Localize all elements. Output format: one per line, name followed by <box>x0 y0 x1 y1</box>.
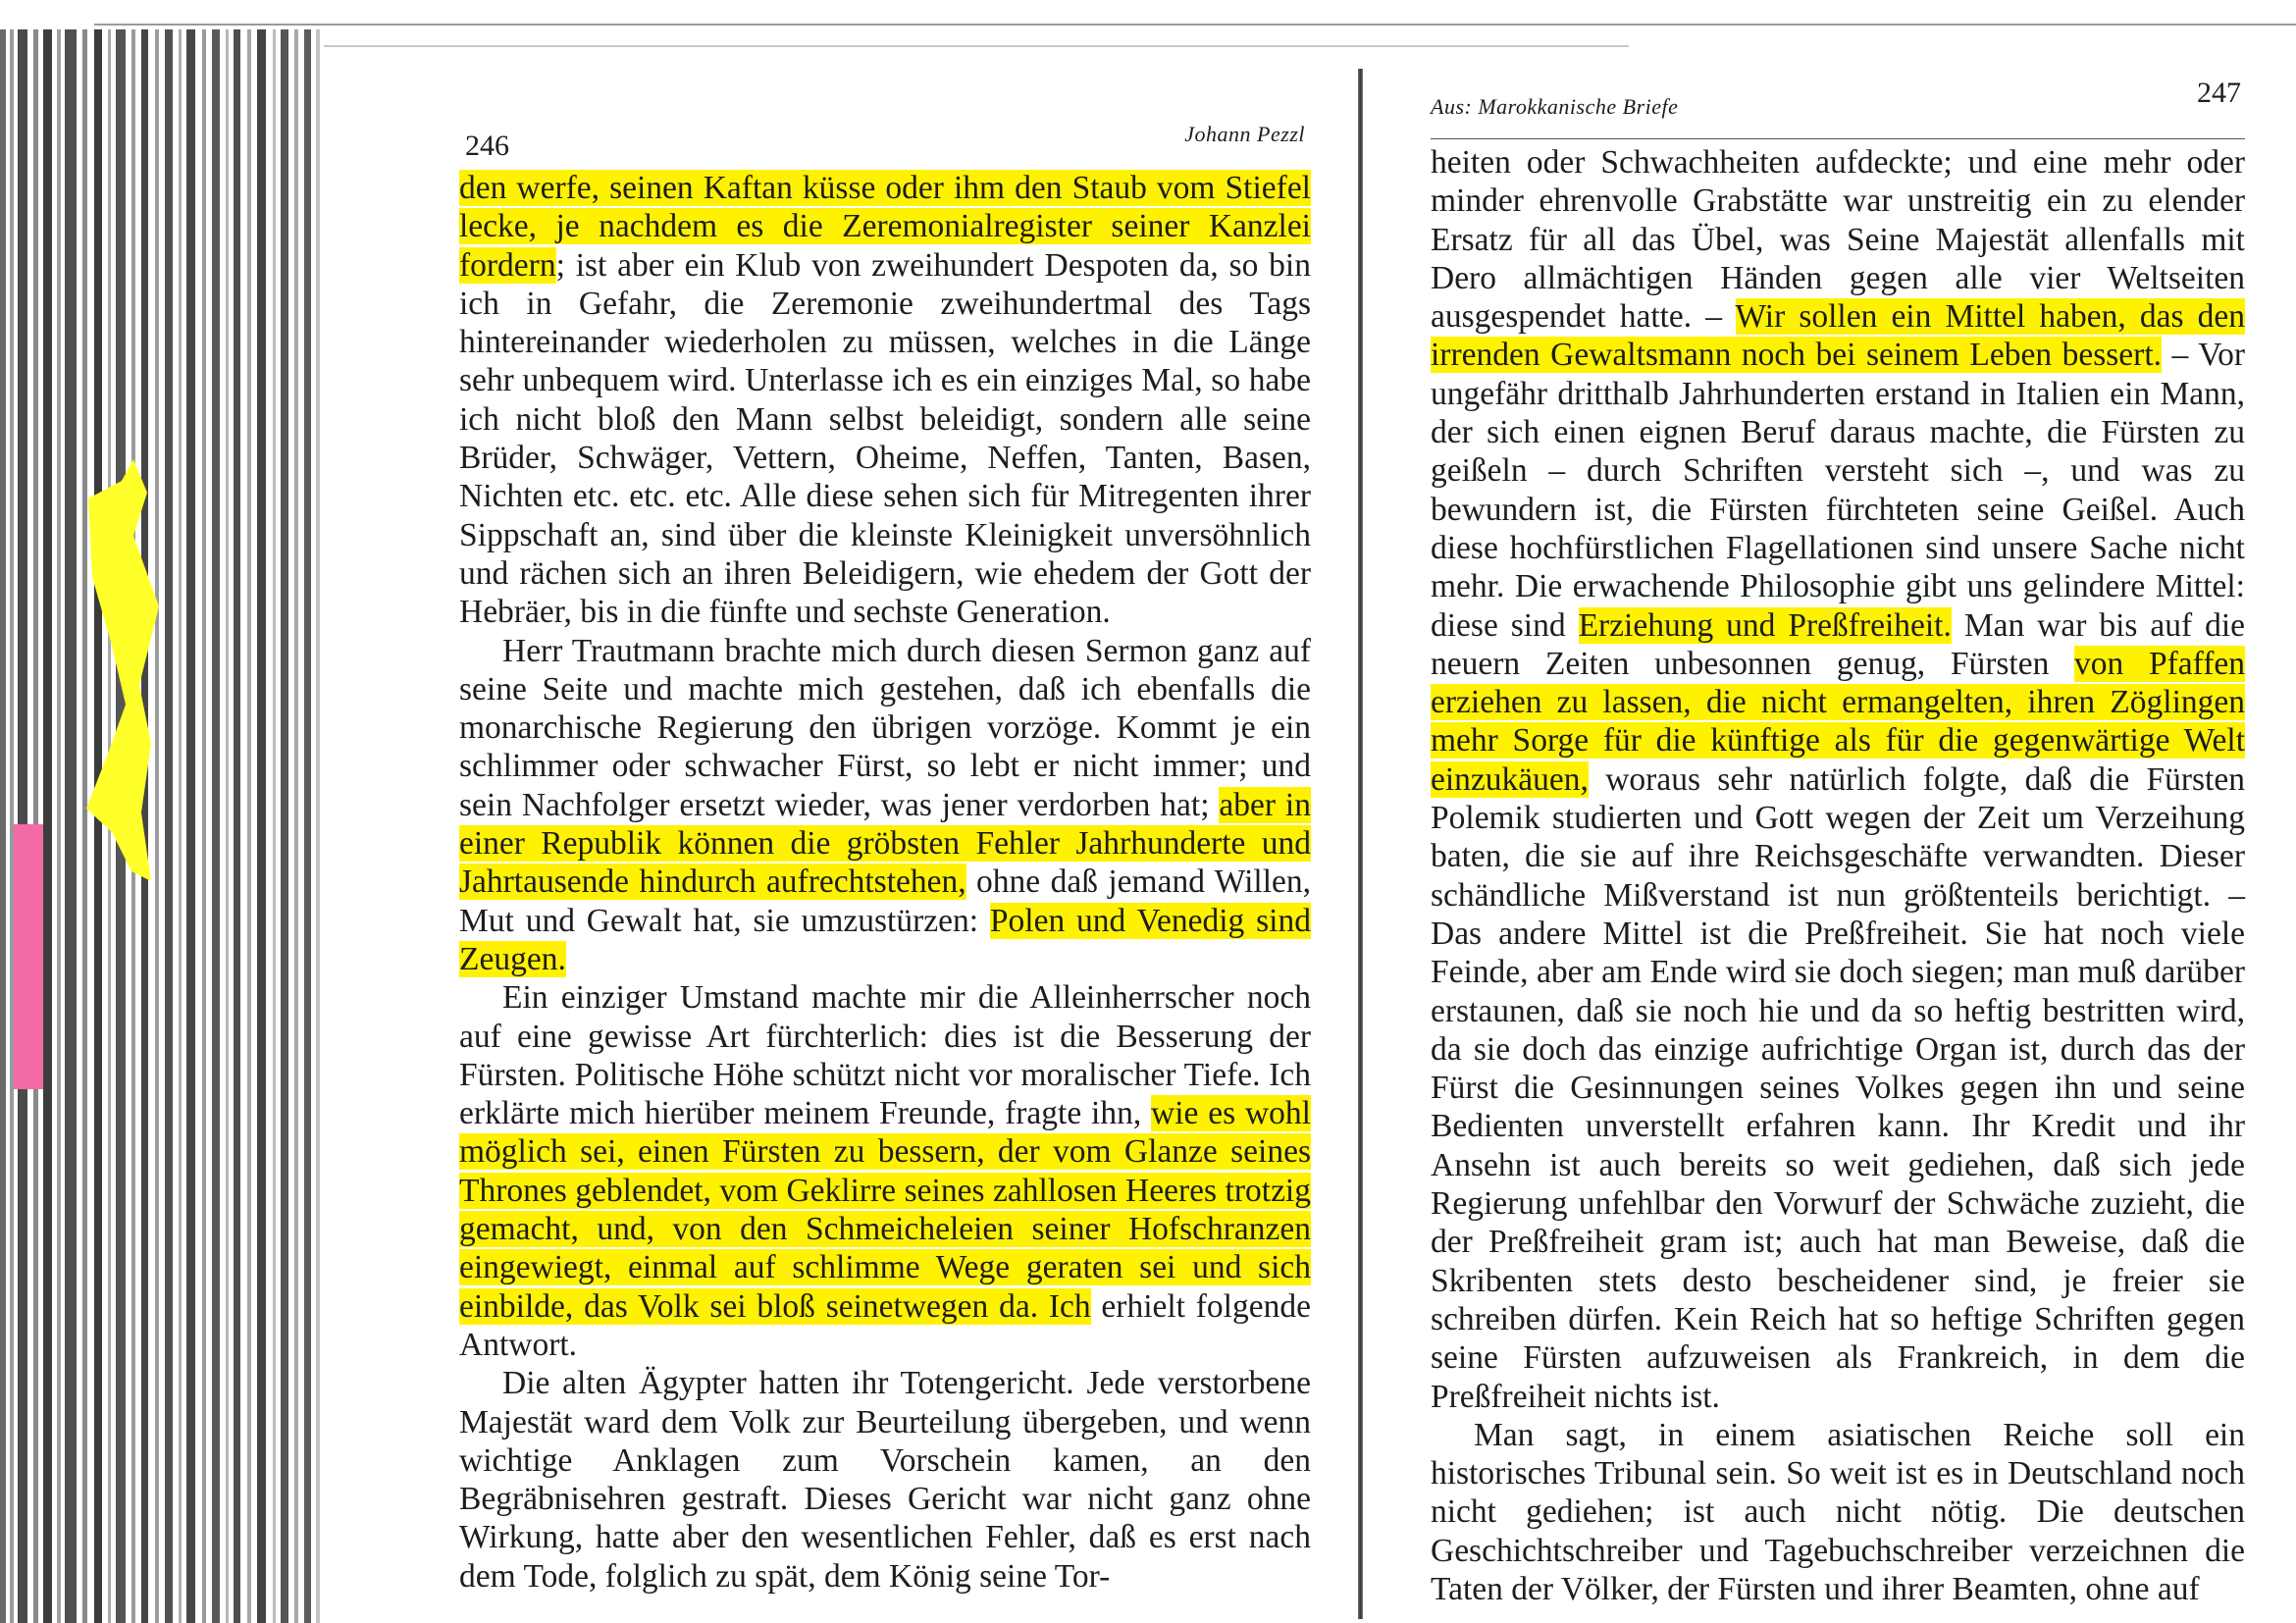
page-edge-stripe <box>316 29 320 1623</box>
page-edge-stripe <box>43 29 52 1623</box>
text-run: Die alten Ägypter hatten ihr Totengericht. Jede verstorbene Majestät ward dem Volk zur Beurteilung übergeben, und wenn wichtige Anklagen zum Vorschein kamen, an den Begräbnisehren gestraft. Dieses Gericht war nicht ganz ohne Wirkung, hatte aber den wesentlichen Fehler, daß es erst nach dem Tode, folglich zu spät, dem König seine Tor- <box>459 1365 1311 1595</box>
paragraph <box>459 978 1311 1364</box>
right-page <box>1431 65 2245 1608</box>
text-run: Man war bis auf die neuern Zeiten unbesonnen genug, Fürsten <box>1431 606 2245 682</box>
page-edge-stripe <box>304 29 311 1623</box>
left-page-number: 246 <box>465 130 509 162</box>
paragraph <box>459 169 1311 632</box>
paragraph <box>1431 143 2245 1416</box>
right-running-head: Aus: Marokkanische Briefe <box>1431 94 1679 119</box>
page-edge-stripe <box>0 29 6 1623</box>
pink-sticky-flag <box>14 824 43 1089</box>
right-page-header <box>1431 65 2245 143</box>
highlighted-passage: von Pfaffen erziehen zu lassen, die nicht ermangelten, ihren Zöglingen mehr Sorge für die künftige als für die gegenwärtige Welt einzukäuen, <box>1431 645 2245 798</box>
text-run: ohne daß jemand Willen, Mut und Gewalt hat, sie umzustürzen: <box>459 864 1311 939</box>
highlighted-passage: wie es wohl möglich sei, einen Fürsten zu bessern, der vom Glanze seines Thrones geblendet, vom Geklirre seines zahllosen Heeres trotzig gemacht, und, von den Schmeicheleien seiner Hofschranzen eingewiegt, einmal auf schlimme Wege geraten sei und sich einbilde, das Volk sei bloß seinetwegen da. Ich <box>459 1095 1311 1325</box>
text-run: – Vor ungefähr dritthalb Jahrhunderten erstand in Italien ein Mann, der sich einen eignen Beruf daraus machte, die Fürsten zu geißeln – durch Schriften versteht sich –, und was zu bewundern ist, die Fürsten fürchteten seine Geißel. Auch diese hochfürstlichen Flagellationen sind unsere Sache nicht mehr. Die erwachende Philosophie gibt uns gelindere Mittel: diese sind <box>1431 337 2245 644</box>
left-running-head: Johann Pezzl <box>1184 122 1305 146</box>
page-edge-stripe <box>212 29 220 1623</box>
text-run: Ein einziger Umstand machte mir die Alleinherrscher noch auf eine gewisse Art fürchterlich: dies ist die Besserung der Fürsten. Politische Höhe schützt nicht vor moralischer Tiefe. Ich erklärte mich hierüber meinem Freunde, fragte ihn, <box>459 979 1311 1132</box>
right-page-number: 247 <box>2197 77 2241 109</box>
page-edge-stripe <box>294 29 298 1623</box>
page-edge-stripe <box>57 29 61 1623</box>
left-page-body <box>459 169 1311 1596</box>
page-edge-stripe <box>234 29 240 1623</box>
page-edge-stripe <box>257 29 266 1623</box>
scan-edge-line <box>94 24 2296 26</box>
highlighted-passage: aber in einer Republik können die gröbsten Fehler Jahrhunderte und Jahrtausende hindurch aufrechtstehen, <box>459 786 1311 901</box>
paragraph <box>459 1364 1311 1596</box>
text-run: Herr Trautmann brachte mich durch diesen Sermon ganz auf seine Seite und machte mich gestehen, daß ich ebenfalls die monarchische Regierung den übrigen vorzöge. Kommt je ein schlimmer oder schwacher Fürst, so lebt er nicht immer; und sein Nachfolger ersetzt wieder, was jener verdorben hat; <box>459 632 1311 823</box>
text-run: Man sagt, in einem asiatischen Reiche soll ein historisches Tribunal sein. So weit ist es in Deutschland noch nicht gediehen; ist auch nicht nötig. Die deutschen Geschichtschreiber und Tagebuchschreiber verzeichnen die Taten der Völker, der Fürsten und ihrer Beamten, ohne auf <box>1431 1416 2245 1607</box>
left-page-header <box>459 90 1311 169</box>
page-edge-stripe <box>247 29 251 1623</box>
highlighted-passage: Polen und Venedig sind Zeugen. <box>459 902 1311 977</box>
text-run: woraus sehr natürlich folgte, daß die Fürsten Polemik studierten und Gott wegen der Zeit um Verzeihung baten, die sie auf ihre Reichsgeschäfte verwandten. Dieser schändliche Mißverstand ist nun größtenteils berichtigt. – Das andere Mittel ist die Preßfreiheit. Sie hat noch viele Feinde, aber am Ende wird sie doch siegen; man muß darüber erstaunen, daß sie noch hie und da so heftig bestritten wird, da sie doch das einzige aufrichtige Organ ist, durch das der Fürst die Gesinnungen seines Volkes gegen ihn und seine Bedienten unverstellt erfahren kann. Ihr Kredit und ihr Ansehn ist auch bereits so weit gediehen, daß sich jede Regierung unfehlbar den Vorwurf der Schwäche zuzieht, die der Preßfreiheit gram ist; auch hat man Beweise, daß die Skribenten stets desto bescheidener sind, je freier sie schreiben dürfen. Kein Reich hat so heftige Schriften gegen seine Fürsten aufzuweisen als Frankreich, in dem die Preßfreiheit nichts ist. <box>1431 760 2245 1415</box>
scan-edge-line <box>324 45 1629 47</box>
highlighted-passage: Erziehung und Preßfreiheit. <box>1578 606 1952 644</box>
page-edge-stripe <box>202 29 206 1623</box>
yellow-sticky-flag <box>82 459 190 881</box>
page-edge-stripe <box>65 29 77 1623</box>
page-edge-stripe <box>281 29 288 1623</box>
text-run: erhielt folgende Antwort. <box>459 1287 1311 1363</box>
paragraph <box>459 632 1311 979</box>
header-rule <box>1431 138 2245 139</box>
book-gutter <box>1358 69 1363 1619</box>
paragraph <box>1431 1416 2245 1608</box>
text-run: heiten oder Schwachheiten aufdeckte; und eine mehr oder minder ehrenvolle Grabstätte war unstreitig ein zu elender Ersatz für all das Übel, was Seine Majestät allenfalls mit Dero allmächtigen Händen gegen alle vier Weltseiten ausgespendet hatte. – <box>1431 144 2245 336</box>
highlighted-passage: Wir sollen ein Mittel haben, das den irrenden Gewaltsmann noch bei seinem Leben bessert. <box>1431 298 2245 374</box>
page-edge-stripe <box>273 29 276 1623</box>
highlighted-passage: den werfe, seinen Kaftan küsse oder ihm den Staub vom Stiefel lecke, je nachdem es die Zeremonialregister seiner Kanzlei fordern <box>459 170 1311 284</box>
right-page-body <box>1431 143 2245 1608</box>
text-run: ; ist aber ein Klub von zweihundert Despoten da, so bin ich in Gefahr, die Zeremonie zweihundertmal des Tags hintereinander wiederholen zu müssen, welches in die Länge sehr unbequem wird. Unterlasse ich es ein einziges Mal, so habe ich nicht bloß den Mann selbst beleidigt, sondern alle seine Brüder, Schwäger, Vettern, Oheime, Neffen, Tanten, Basen, Nichten etc. etc. etc. Alle diese sehen sich für Mitregenten ihrer Sippschaft an, sind über die kleinste Kleinigkeit unversöhnlich und rächen sich an ihren Beleidigern, wie ehedem der Gott der Hebräer, bis in die fünfte und sechste Generation. <box>459 246 1311 631</box>
left-page <box>459 90 1311 1596</box>
page-edge-stripe <box>226 29 229 1623</box>
